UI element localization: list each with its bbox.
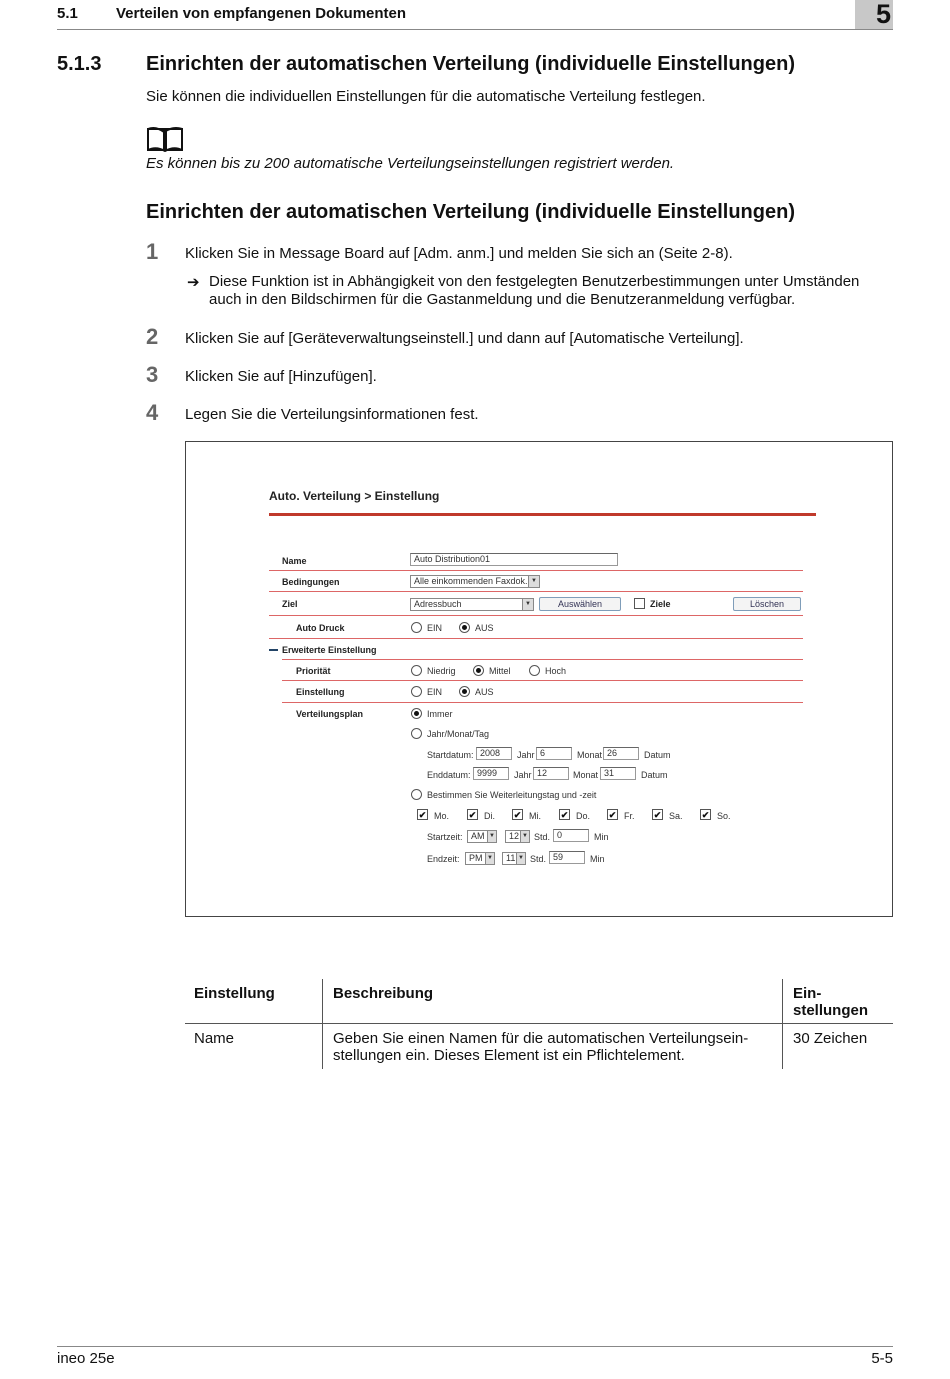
advanced-settings-label[interactable]: Erweiterte Einstellung: [282, 645, 377, 655]
end-month-input[interactable]: 12: [533, 767, 569, 780]
subheading: Einrichten der automatischen Verteilung (individuelle Einstellungen): [146, 201, 795, 223]
title-rule: [269, 513, 816, 516]
friday-checkbox[interactable]: ✔: [608, 810, 617, 820]
step-4-number: 4: [146, 400, 159, 425]
saturday-label: Sa.: [669, 811, 683, 821]
tuesday-label: Di.: [484, 811, 495, 821]
end-time-label: Endzeit:: [427, 854, 460, 864]
note-text: Es können bis zu 200 automatische Verteilungseinstellungen registriert werden.: [146, 155, 675, 172]
start-minute-input[interactable]: 0: [553, 829, 589, 842]
step-1-number: 1: [146, 239, 159, 264]
tuesday-checkbox[interactable]: ✔: [468, 810, 477, 820]
dropdown-arrow-icon: ▼: [522, 599, 533, 610]
priority-medium-label: Mittel: [489, 666, 511, 676]
schedule-weekday-radio[interactable]: [411, 789, 422, 800]
end-year-label: Jahr: [514, 770, 532, 780]
name-label: Name: [282, 556, 307, 566]
priority-high-label: Hoch: [545, 666, 567, 676]
row-divider: [269, 615, 803, 616]
auto-print-on-radio[interactable]: [411, 622, 422, 633]
start-year-label: Jahr: [517, 750, 535, 760]
conditions-select[interactable]: [410, 575, 540, 588]
table-header-settings-1: Ein-: [793, 985, 822, 1002]
row-divider: [269, 570, 803, 571]
end-day-label: Datum: [641, 770, 668, 780]
schedule-label: Verteilungsplan: [296, 709, 364, 719]
end-date-label: Enddatum:: [427, 770, 471, 780]
schedule-always-radio[interactable]: [411, 708, 422, 719]
table-header-description: Beschreibung: [333, 985, 434, 1002]
header-section-num: 5.1: [57, 5, 78, 22]
chapter-number: 5: [875, 0, 891, 29]
name-input[interactable]: Auto Distribution01: [410, 553, 618, 566]
start-ampm-value: AM: [471, 831, 485, 841]
screen-title: Auto. Verteilung > Einstellung: [269, 489, 440, 503]
chapter-box: [855, 0, 893, 29]
dropdown-arrow-icon: ▼: [516, 853, 525, 864]
select-button[interactable]: Auswählen: [539, 597, 621, 611]
auto-print-label: Auto Druck: [296, 623, 345, 633]
sunday-checkbox[interactable]: ✔: [701, 810, 710, 820]
schedule-weekday-label: Bestimmen Sie Weiterleitungstag und -zeit: [427, 790, 597, 800]
priority-label: Priorität: [296, 666, 331, 676]
row-divider: [282, 659, 803, 660]
start-date-label: Startdatum:: [427, 750, 474, 760]
arrow-icon: ➔: [187, 274, 200, 291]
delete-button[interactable]: Löschen: [733, 597, 801, 611]
dropdown-arrow-icon: ▼: [487, 831, 496, 842]
table-divider: [322, 979, 323, 1069]
destinations-checkbox[interactable]: [634, 598, 645, 609]
schedule-always-label: Immer: [427, 709, 453, 719]
priority-medium-radio[interactable]: [473, 665, 484, 676]
table-divider: [782, 979, 783, 1069]
schedule-date-label: Jahr/Monat/Tag: [427, 729, 490, 739]
destination-label: Ziel: [282, 599, 298, 609]
thursday-label: Do.: [576, 811, 591, 821]
row-divider: [282, 680, 803, 681]
table-header-rule: [185, 1023, 893, 1024]
end-day-input[interactable]: 31: [600, 767, 636, 780]
end-minute-input[interactable]: 59: [549, 851, 585, 864]
end-ampm-select[interactable]: [465, 852, 495, 865]
start-year-input[interactable]: 2008: [476, 747, 512, 760]
step-4-text: Legen Sie die Verteilungsinformationen fest.: [185, 406, 479, 423]
end-ampm-value: PM: [469, 853, 483, 863]
priority-low-radio[interactable]: [411, 665, 422, 676]
collapse-icon[interactable]: [269, 649, 278, 651]
dropdown-arrow-icon: ▼: [485, 853, 494, 864]
destination-value: Adressbuch: [414, 599, 462, 609]
settings-screenshot: [185, 441, 893, 917]
step-3-text: Klicken Sie auf [Hinzufügen].: [185, 368, 377, 385]
end-hour-label: Std.: [530, 854, 547, 864]
start-hour-select[interactable]: [505, 830, 530, 843]
friday-label: Fr.: [624, 811, 635, 821]
auto-print-on-label: EIN: [427, 623, 443, 633]
setting-off-radio[interactable]: [459, 686, 470, 697]
table-cell-description-1: Geben Sie einen Namen für die automatischen Verteilungsein-: [333, 1030, 749, 1047]
priority-high-radio[interactable]: [529, 665, 540, 676]
header-rule: [57, 29, 893, 30]
start-day-label: Datum: [644, 750, 671, 760]
setting-on-radio[interactable]: [411, 686, 422, 697]
book-icon: [146, 126, 184, 152]
sunday-label: So.: [717, 811, 731, 821]
header-section-title: Verteilen von empfangenen Dokumenten: [116, 5, 407, 22]
wednesday-label: Mi.: [529, 811, 541, 821]
setting-off-label: AUS: [475, 687, 494, 697]
wednesday-checkbox[interactable]: ✔: [513, 810, 522, 820]
schedule-date-radio[interactable]: [411, 728, 422, 739]
saturday-checkbox[interactable]: ✔: [653, 810, 662, 820]
step-2-text: Klicken Sie auf [Geräteverwaltungseinstell.] und dann auf [Automatische Verteilung].: [185, 330, 744, 347]
section-title: Einrichten der automatischen Verteilung (individuelle Einstellungen): [146, 53, 795, 75]
start-month-label: Monat: [577, 750, 603, 760]
row-divider: [269, 591, 803, 592]
end-minute-label: Min: [590, 854, 605, 864]
start-hour-value: 12: [509, 831, 520, 841]
end-hour-select[interactable]: [502, 852, 526, 865]
auto-print-off-radio[interactable]: [459, 622, 470, 633]
auto-print-off-label: AUS: [475, 623, 494, 633]
row-divider: [269, 638, 803, 639]
table-header-setting: Einstellung: [194, 985, 275, 1002]
step-1-subtext: Diese Funktion ist in Abhängigkeit von den festgelegten Benutzerbestimmungen unter Umständen auch in den Bildschirmen für die Gastanmeldung und die Benutzeranmeldung verfügbar.: [209, 273, 860, 308]
footer-page-number: 5-5: [871, 1350, 893, 1367]
start-minute-label: Min: [594, 832, 609, 842]
section-number: 5.1.3: [57, 53, 102, 75]
setting-label: Einstellung: [296, 687, 345, 697]
thursday-checkbox[interactable]: ✔: [560, 810, 569, 820]
start-ampm-select[interactable]: [467, 830, 497, 843]
table-cell-description-2: stellungen ein. Dieses Element ist ein Pflichtelement.: [333, 1047, 685, 1064]
step-1-text: Klicken Sie in Message Board auf [Adm. anm.] und melden Sie sich an (Seite 2-8).: [185, 245, 733, 262]
conditions-label: Bedingungen: [282, 577, 340, 587]
footer-product: ineo 25e: [57, 1350, 115, 1367]
conditions-value: Alle einkommenden Faxdok.: [414, 576, 528, 586]
step-3-number: 3: [146, 362, 159, 387]
dropdown-arrow-icon: ▼: [520, 831, 529, 842]
end-month-label: Monat: [573, 770, 599, 780]
start-day-input[interactable]: 26: [603, 747, 639, 760]
priority-low-label: Niedrig: [427, 666, 456, 676]
row-divider: [282, 702, 803, 703]
start-hour-label: Std.: [534, 832, 551, 842]
step-2-number: 2: [146, 324, 159, 349]
monday-checkbox[interactable]: ✔: [418, 810, 427, 820]
start-month-input[interactable]: 6: [536, 747, 572, 760]
dropdown-arrow-icon: ▼: [528, 576, 539, 587]
section-intro: Sie können die individuellen Einstellungen für die automatische Verteilung festlegen.: [146, 88, 706, 105]
destinations-label: Ziele: [650, 599, 671, 609]
table-cell-name: Name: [194, 1030, 235, 1047]
monday-label: Mo.: [434, 811, 450, 821]
end-year-input[interactable]: 9999: [473, 767, 509, 780]
footer-rule: [57, 1346, 893, 1347]
table-cell-value: 30 Zeichen: [793, 1030, 868, 1047]
table-header-settings-2: stellungen: [793, 1002, 869, 1019]
start-time-label: Startzeit:: [427, 832, 463, 842]
setting-on-label: EIN: [427, 687, 443, 697]
destination-select[interactable]: [410, 598, 534, 611]
end-hour-value: 11: [506, 853, 516, 863]
